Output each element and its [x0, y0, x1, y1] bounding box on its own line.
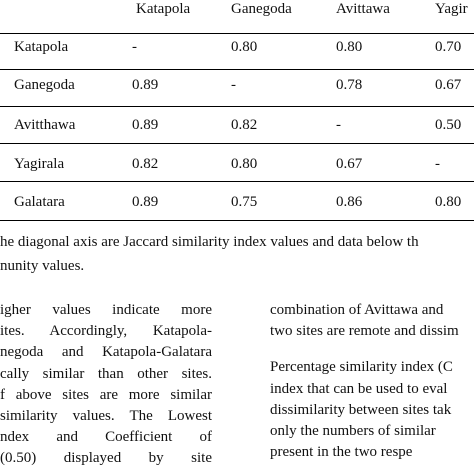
right-text-column	[270, 300, 474, 463]
table-cell: 0.80	[231, 156, 258, 172]
table-cell: 0.80	[435, 194, 462, 210]
row-label: Yagirala	[14, 156, 65, 172]
table-footnote-line-2: nunity values.	[0, 258, 85, 274]
table-header-rule	[0, 33, 474, 34]
table-row	[0, 38, 474, 68]
text-line: f above sites are more similar	[0, 386, 212, 403]
table-cell: 0.89	[132, 77, 159, 93]
text-line: index that can be used to eval	[270, 380, 448, 397]
row-label: Avitthawa	[14, 117, 76, 133]
text-line: igher values indicate more	[0, 302, 212, 318]
text-line: (0.50) displayed by site	[0, 450, 212, 467]
row-label: Galatara	[14, 194, 65, 210]
table-footnote-line-1: he diagonal axis are Jaccard similarity index values and data below th	[0, 234, 419, 250]
table-row	[0, 116, 474, 146]
text-line: only the numbers of similar	[270, 422, 436, 439]
row-divider	[0, 143, 474, 144]
table-cell: 0.80	[336, 39, 363, 55]
text-line: Percentage similarity index (C	[270, 359, 453, 376]
table-cell: -	[435, 156, 440, 172]
table-row	[0, 193, 474, 223]
table-cell: 0.89	[132, 117, 159, 133]
text-line: present in the two respe	[270, 444, 413, 461]
left-text-column	[0, 300, 212, 470]
row-label: Ganegoda	[14, 77, 75, 93]
table-cell: -	[231, 77, 236, 93]
text-line: negoda and Katapola-Galatara	[0, 344, 212, 361]
paragraph-gap	[270, 342, 474, 357]
table-cell: 0.70	[435, 39, 462, 55]
table-cell: 0.78	[336, 77, 363, 93]
text-line: two sites are remote and dissim	[270, 323, 459, 340]
text-line: ites. Accordingly, Katapola-	[0, 323, 212, 340]
text-line: similarity values. The Lowest	[0, 407, 212, 424]
table-bottom-rule	[0, 220, 474, 221]
table-cell: -	[336, 117, 341, 133]
col-header-avittawa: Avittawa	[336, 1, 390, 17]
text-line: ndex and Coefficient of	[0, 429, 212, 446]
col-header-ganegoda: Ganegoda	[231, 1, 292, 17]
table-cell: -	[132, 39, 137, 55]
table-cell: 0.89	[132, 194, 159, 210]
table-cell: 0.67	[435, 77, 462, 93]
text-line: dissimilarity between sites tak	[270, 401, 452, 418]
table-cell: 0.67	[336, 156, 363, 172]
table-cell: 0.75	[231, 194, 258, 210]
row-divider	[0, 106, 474, 107]
row-divider	[0, 181, 474, 182]
table-cell: 0.82	[132, 156, 159, 172]
text-line: combination of Avittawa and	[270, 302, 444, 318]
text-line: cally similar than other sites.	[0, 365, 212, 382]
table-cell: 0.80	[231, 39, 258, 55]
table-cell: 0.50	[435, 117, 462, 133]
table-row	[0, 76, 474, 106]
table-cell: 0.86	[336, 194, 363, 210]
col-header-yagirala: Yagir	[435, 1, 468, 17]
col-header-katapola: Katapola	[136, 1, 191, 17]
row-divider	[0, 69, 474, 70]
table-cell: 0.82	[231, 117, 258, 133]
row-label: Katapola	[14, 39, 69, 55]
